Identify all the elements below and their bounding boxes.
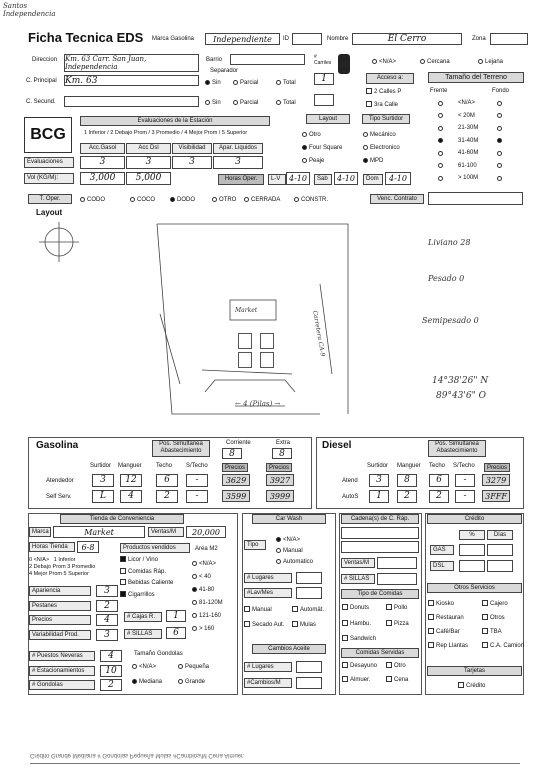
bleed-through: Crédito Grande Mediana # Gondolas Pequeña Mulas #Cambios/M Cena Almuer. — [30, 745, 520, 764]
ca-cambios-field[interactable] — [296, 677, 322, 689]
tienda-eval-label: Apariencia — [29, 586, 91, 596]
tipo-otro-radio[interactable]: Otro — [302, 131, 321, 139]
credito-gas-pct[interactable] — [459, 544, 485, 556]
dsl-precios-button[interactable]: Precios — [484, 463, 510, 472]
comida-2-check[interactable]: Hambu. — [342, 620, 371, 628]
gas-price-2[interactable]: 3927 — [266, 474, 294, 486]
tienda-eval-value[interactable]: 3 — [96, 629, 118, 641]
surt-mpd-radio[interactable]: MPD — [363, 157, 383, 165]
tienda-marca-label: Marca — [29, 527, 51, 537]
tienda-horas-label: Horas Tienda — [29, 542, 75, 552]
gasolina-atend-3[interactable]: - — [186, 474, 208, 487]
otros-4-check[interactable]: Café/Bar — [428, 628, 460, 636]
tipo-peaje-radio[interactable]: Peaje — [302, 157, 324, 165]
dispenser-island — [238, 352, 252, 368]
barrio-field[interactable] — [230, 54, 305, 65]
producto-1-check[interactable]: Comidas Ráp. — [120, 568, 166, 576]
dsl-autos-label: AutoS — [342, 494, 359, 500]
dom-field[interactable]: 4-10 — [385, 172, 411, 185]
cw-automat-check[interactable]: Automát. — [292, 606, 324, 614]
eval-col-aparliquidos: Apar. Liquidos — [213, 143, 263, 154]
gasolina-self-2[interactable]: 2 — [156, 490, 178, 503]
dispenser-island — [260, 333, 274, 349]
terreno-option-label: < 20M — [458, 112, 475, 119]
area-0-radio[interactable]: <N/A> — [192, 560, 216, 568]
extra-field[interactable]: 8 — [272, 448, 292, 459]
sab-label: Sab — [314, 174, 332, 185]
area-label: Area M2 — [195, 546, 218, 552]
tienda-count-value[interactable]: 4 — [100, 650, 122, 662]
tienda-sillas-label: # SILLAS — [124, 629, 162, 639]
tienda-marca-field[interactable]: Market — [53, 526, 145, 538]
cadena-sillas-field[interactable] — [377, 573, 417, 585]
tarjetas-header: Tarjetas — [427, 666, 522, 676]
credito-dsl-label: DSL — [430, 561, 454, 571]
sab-field[interactable]: 4-10 — [334, 172, 358, 185]
gasolina-atend-0[interactable]: 3 — [92, 474, 114, 487]
credito-gas-dias[interactable] — [487, 544, 513, 556]
tienda-count-label: # Puestos Neveras — [29, 651, 95, 661]
servida-0-check[interactable]: Desayuno — [342, 662, 377, 670]
lejana-radio[interactable]: Lejana — [478, 58, 503, 66]
diesel-col-1: Manguer — [397, 463, 421, 469]
gasolina-self-3[interactable]: - — [186, 490, 208, 503]
otros-header: Otros Servicios — [427, 583, 522, 593]
eval-accgasol-value[interactable]: 3 — [80, 156, 125, 169]
direccion-label: Direccion — [32, 57, 58, 63]
toper-5-radio[interactable]: CONSTR. — [294, 196, 328, 204]
lv-field[interactable]: 4-10 — [286, 172, 310, 185]
marca-field[interactable]: Independiente — [205, 33, 280, 45]
comida-3-check[interactable]: Pizza — [386, 620, 409, 628]
fondo-radio-4[interactable] — [497, 150, 504, 158]
acceso-button[interactable]: Acceso a: — [366, 73, 414, 84]
diesel-atend-2[interactable]: 6 — [429, 474, 449, 487]
cajas-field[interactable]: 1 — [166, 610, 186, 622]
sec-total-radio[interactable]: Total — [276, 99, 296, 107]
diesel-atend-0[interactable]: 3 — [369, 474, 389, 487]
dispenser-island — [238, 333, 252, 349]
carriles-label: # Carriles — [314, 54, 332, 66]
cadena-ventas-label: Ventas/M — [341, 558, 375, 568]
credito-dsl-dias[interactable] — [487, 560, 513, 572]
bcg-logo: BCG — [24, 117, 72, 153]
fondo-radio-3[interactable] — [497, 138, 504, 146]
traffic-light-icon — [338, 54, 350, 74]
frente-radio-3[interactable] — [438, 138, 445, 146]
gondolas-label: Tamaño Gondolas — [134, 651, 183, 657]
gas-pos-sim-button[interactable]: Pos. Simultanea Abastecimiento — [152, 440, 210, 457]
eval-col-accdsl: Acc Dsl — [126, 143, 171, 154]
dsl-price-2[interactable]: 3FFF — [482, 490, 510, 502]
venc-contrato-button[interactable]: Venc. Contrato — [370, 194, 424, 204]
tienda-ventas-field[interactable]: 20,000 — [186, 526, 226, 538]
frente-label: Frente — [430, 88, 448, 94]
otros-2-check[interactable]: Restauran — [428, 614, 464, 622]
tienda-eval-label: Pestanes — [29, 601, 91, 611]
comida-4-check[interactable]: Sandwich — [342, 635, 376, 643]
producto-3-check[interactable]: Cigarrillos — [120, 591, 155, 599]
layout-label: Layout — [36, 208, 63, 217]
evaluaciones-label: Evaluaciones — [24, 157, 74, 168]
corriente-field[interactable]: 8 — [222, 448, 242, 459]
nombre-label: Nombre — [327, 36, 349, 42]
tipo-comidas-header: Tipo de Comidas — [341, 589, 419, 599]
eval-accdsl-value[interactable]: 3 — [126, 156, 171, 169]
gas-self-label: Self Serv. — [46, 494, 72, 500]
fondo-radio-6[interactable] — [497, 175, 504, 183]
cadena-header: Cadena(s) de C. Ráp. — [341, 514, 419, 524]
cw-manual-radio[interactable]: Manual — [276, 547, 303, 555]
sep-total-radio[interactable]: Total — [276, 79, 296, 87]
gasolina-atend-2[interactable]: 6 — [156, 474, 178, 487]
otros-1-check[interactable]: Cajero — [482, 600, 508, 608]
eval-scale: 1 Inferior / 2 Debajo Prom / 3 Promedio / 4 Mejor Prom / 5 Superior — [84, 130, 248, 136]
ca-lugares-field[interactable] — [296, 661, 322, 673]
producto-0-check[interactable]: Licor / Vino — [120, 556, 158, 564]
tienda-eval-value[interactable]: 4 — [96, 614, 118, 626]
producto-2-check[interactable]: Bebidas Caliente — [120, 579, 173, 587]
gas-precios-2-button[interactable]: Precios — [266, 463, 292, 472]
evaluaciones-header: Evaluaciones de la Estación — [80, 116, 270, 126]
toper-1-radio[interactable]: COCO — [130, 196, 155, 204]
gond-pequena-radio[interactable]: Pequeña — [178, 663, 209, 671]
gasolina-col-3: S/Techo — [186, 463, 208, 469]
area-5-radio[interactable]: > 160 — [192, 625, 214, 633]
cw-lavmes-label: #Lav/Mes — [244, 588, 292, 598]
note-liviano: Liviano 28 — [428, 238, 471, 247]
dsl-price-1[interactable]: 3279 — [482, 474, 510, 486]
layout-button[interactable]: Layout — [306, 114, 350, 124]
toper-4-radio[interactable]: CERRADA — [244, 196, 280, 204]
tienda-eval-value[interactable]: 3 — [96, 585, 118, 597]
tienda-sillas-field[interactable]: 6 — [166, 627, 186, 639]
diesel-col-3: S/Techo — [453, 463, 475, 469]
cadena-sillas-label: # SILLAS — [341, 574, 375, 584]
tienda-ventas-label: Ventas/M — [148, 527, 184, 537]
terreno-option-label: <N/A> — [458, 100, 476, 106]
credito-header: Crédito — [427, 514, 522, 524]
tienda-count-label: # Gondolas — [29, 680, 95, 690]
surt-electronico-radio[interactable]: Electronico — [363, 144, 400, 152]
sep-parcial-radio[interactable]: Parcial — [233, 79, 258, 87]
lv-label: L-V — [268, 174, 286, 185]
carriles-field-2[interactable] — [314, 94, 334, 106]
diesel-atend-3[interactable]: - — [455, 474, 475, 487]
tienda-count-label: # Estacionamientos — [29, 666, 95, 676]
diesel-col-2: Techo — [429, 463, 446, 469]
zona-label: Zona — [472, 36, 486, 42]
corner-note: Santos Independencia — [3, 2, 56, 18]
terreno-option-label: 31-40M — [458, 137, 479, 144]
gasolina-col-2: Techo — [156, 463, 173, 469]
eval-col-visibilidad: Visibilidad — [172, 143, 212, 154]
terreno-option-label: 61-100 — [458, 162, 477, 169]
otros-0-check[interactable]: Kiosko — [428, 600, 454, 608]
ca-cambios-label: #Cambios/M — [244, 678, 292, 688]
eval-col-accgasol: Acc.Gasol — [80, 143, 125, 154]
vol-field-2[interactable]: 5,000 — [126, 172, 171, 185]
tienda-eval-value[interactable]: 2 — [96, 600, 118, 612]
eval-apar-value[interactable]: 3 — [213, 156, 263, 169]
tienda-scale: 0 <N/A> 1 Inferior 2 Debajo Prom 3 Promedio 4 Mejor Prom 5 Superior — [29, 557, 96, 577]
credito-pct-label: % — [459, 530, 485, 540]
cadena-ventas-field[interactable] — [377, 557, 417, 569]
fondo-radio-0[interactable] — [497, 100, 504, 108]
gas-price-1[interactable]: 3629 — [222, 474, 250, 486]
otros-3-check[interactable]: Otros — [482, 614, 505, 622]
venc-contrato-field[interactable] — [428, 192, 523, 205]
cercania-na-radio[interactable]: <N/A> — [372, 58, 396, 66]
frente-radio-5[interactable] — [438, 163, 445, 171]
bldg-label: Market — [235, 307, 258, 314]
note-semipesado: Semipesado 0 — [422, 316, 479, 325]
servidas-header: Comidas Servidas — [341, 648, 419, 658]
tienda-count-value[interactable]: 2 — [100, 679, 122, 691]
diesel-col-0: Surtidor — [367, 463, 389, 469]
toper-0-radio[interactable]: CODO — [80, 196, 105, 204]
zona-field[interactable] — [490, 33, 528, 45]
vol-label: Vol (KG/M): — [24, 173, 74, 184]
gas-price-3[interactable]: 3599 — [222, 490, 250, 502]
dispenser-island — [260, 352, 274, 368]
frente-radio-0[interactable] — [438, 100, 445, 108]
area-1-radio[interactable]: < 40 — [192, 573, 211, 581]
direccion-field[interactable]: Km. 63 Carr. San Juan, Independencia — [64, 54, 199, 72]
gas-atend-label: Atendedor — [46, 478, 74, 484]
vol-field-1[interactable]: 3,000 — [80, 172, 125, 185]
cw-na-radio[interactable]: <N/A> — [276, 536, 300, 544]
frente-radio-1[interactable] — [438, 113, 445, 121]
fondo-radio-2[interactable] — [497, 125, 504, 133]
area-3-radio[interactable]: 81-120M — [192, 599, 223, 607]
tipo-surtidor-button[interactable]: Tipo Surtidor — [362, 114, 410, 124]
id-label: ID — [283, 36, 289, 42]
toper-3-radio[interactable]: OTRO — [212, 196, 236, 204]
fondo-radio-5[interactable] — [497, 163, 504, 171]
cercana-radio[interactable]: Cercana — [420, 58, 450, 66]
calle3-check[interactable]: 3ra Calle — [366, 101, 398, 109]
cw-manual-check[interactable]: Manual — [244, 606, 272, 614]
road-label: Carretera CA-9 — [311, 310, 327, 358]
csecund-label: C. Secund. — [26, 99, 56, 105]
terreno-option-label: 21-30M — [458, 125, 479, 131]
tienda-eval-label: Precios — [29, 615, 91, 625]
corriente-label: Corriente — [226, 440, 251, 446]
dom-label: Dom — [363, 174, 383, 185]
gasolina-title: Gasolina — [36, 440, 79, 451]
tienda-horas-field[interactable]: 6-8 — [77, 541, 99, 553]
diesel-title: Diesel — [322, 440, 352, 451]
gasolina-col-1: Manguer — [118, 463, 142, 469]
cw-lugares-label: # Lugares — [244, 573, 292, 583]
tarjeta-credito-check[interactable]: Crédito — [458, 682, 485, 690]
diesel-atend-1[interactable]: 8 — [397, 474, 417, 487]
sep-sin-radio[interactable]: Sin — [205, 79, 221, 87]
separador-label: Separador — [210, 68, 239, 74]
terreno-header: Tamaño del Terreno — [428, 72, 524, 83]
diesel-autos-3[interactable]: - — [455, 490, 475, 503]
sec-sin-radio[interactable]: Sin — [205, 99, 221, 107]
area-2-radio[interactable]: 41-80 — [192, 586, 214, 594]
cw-secado-check[interactable]: Secado Aut. — [244, 621, 284, 629]
comida-0-check[interactable]: Donuts — [342, 604, 369, 612]
otros-7-check[interactable]: C.A. Camion — [482, 642, 524, 650]
credito-dias-label: Días — [487, 530, 513, 540]
area-4-radio[interactable]: 121-160 — [192, 612, 221, 620]
gas-price-4[interactable]: 3999 — [266, 490, 294, 502]
cadena-field-1[interactable] — [341, 527, 419, 539]
gasolina-col-0: Surtidor — [90, 463, 112, 469]
gond-mediana-radio[interactable]: Mediana — [132, 678, 162, 686]
gasolina-atend-1[interactable]: 12 — [120, 474, 142, 487]
eval-visibilidad-value[interactable]: 3 — [172, 156, 212, 169]
servida-1-check[interactable]: Otro — [386, 662, 406, 670]
cw-lugares-field[interactable] — [296, 572, 322, 584]
carwash-tipo-label: Tipo — [244, 540, 266, 550]
cprincipal-label: C. Principal — [26, 78, 57, 84]
gasolina-self-0[interactable]: L — [92, 490, 114, 503]
coord-lat: 14°38'26" N — [432, 376, 489, 386]
page-title: Ficha Tecnica EDS — [28, 30, 144, 45]
fondo-label: Fondo — [492, 88, 510, 94]
cw-auto-radio[interactable]: Automatico — [276, 558, 313, 566]
frente-radio-6[interactable] — [438, 175, 445, 183]
horas-oper-button[interactable]: Horas Oper. — [218, 174, 264, 185]
id-field[interactable] — [292, 33, 322, 45]
scale-note: ← 4 (Pilas) → — [235, 400, 281, 408]
credito-gas-label: GAS — [430, 545, 454, 555]
gas-precios-1-button[interactable]: Precios — [222, 463, 248, 472]
terreno-option-label: 41-60M — [458, 150, 479, 156]
carwash-header: Car Wash — [252, 514, 326, 524]
diesel-autos-2[interactable]: 2 — [429, 490, 449, 503]
dsl-atend-label: Atend — [342, 478, 358, 484]
surt-mecanico-radio[interactable]: Mecánico — [363, 131, 396, 139]
tienda-header: Tienda de Conveniencia — [60, 514, 184, 524]
barrio-label: Barrio — [206, 57, 223, 63]
comida-1-check[interactable]: Pollo — [386, 604, 407, 612]
diesel-autos-1[interactable]: 2 — [397, 490, 417, 503]
servida-3-check[interactable]: Cena — [386, 676, 408, 684]
cajas-label: # Cajas R. — [124, 612, 162, 622]
note-pesado: Pesado 0 — [428, 274, 465, 283]
frente-radio-4[interactable] — [438, 150, 445, 158]
productos-label: Productos vendidos — [120, 543, 190, 553]
fondo-radio-1[interactable] — [497, 113, 504, 121]
toper-2-radio[interactable]: DODO — [170, 196, 195, 204]
ca-lugares-label: # Lugares — [244, 662, 292, 672]
calles2-check[interactable]: 2 Calles P — [366, 88, 401, 96]
gasolina-self-1[interactable]: 4 — [120, 490, 142, 503]
credito-dsl-pct[interactable] — [459, 560, 485, 572]
terreno-option-label: > 100M — [458, 175, 479, 181]
carriles-field[interactable]: 1 — [314, 73, 334, 85]
gond-grande-radio[interactable]: Grande — [178, 678, 205, 686]
tienda-eval-label: Variabilidad Prod. — [29, 630, 91, 640]
tienda-count-value[interactable]: 10 — [100, 665, 122, 677]
sec-parcial-radio[interactable]: Parcial — [233, 99, 258, 107]
cadena-field-2[interactable] — [341, 541, 419, 553]
gond-na-radio[interactable]: <N/A> — [132, 663, 156, 671]
diesel-autos-0[interactable]: 1 — [369, 490, 389, 503]
tipo-foursquare-radio[interactable]: Four Square — [302, 144, 342, 152]
otros-6-check[interactable]: Rep Llantas — [428, 642, 468, 650]
cw-mulas-check[interactable]: Mulas — [292, 621, 316, 629]
cambios-header: Cambios Aceite — [252, 644, 326, 654]
otros-5-check[interactable]: TBA — [482, 628, 502, 636]
marca-label: Marca Gasolina — [152, 36, 195, 42]
servida-2-check[interactable]: Almuer. — [342, 676, 370, 684]
extra-label: Extra — [276, 440, 291, 446]
csecund-field[interactable] — [64, 96, 199, 107]
frente-radio-2[interactable] — [438, 125, 445, 133]
dsl-pos-sim-button[interactable]: Pos. Simultanea Abastecimiento — [428, 440, 486, 457]
coord-lon: 89°43'6" O — [436, 391, 486, 401]
nombre-field[interactable]: El Cerro — [352, 33, 462, 45]
cw-lavmes-field[interactable] — [296, 587, 322, 599]
toper-button[interactable]: T. Oper. — [28, 194, 72, 204]
cprincipal-field[interactable]: Km. 63 — [64, 75, 199, 86]
